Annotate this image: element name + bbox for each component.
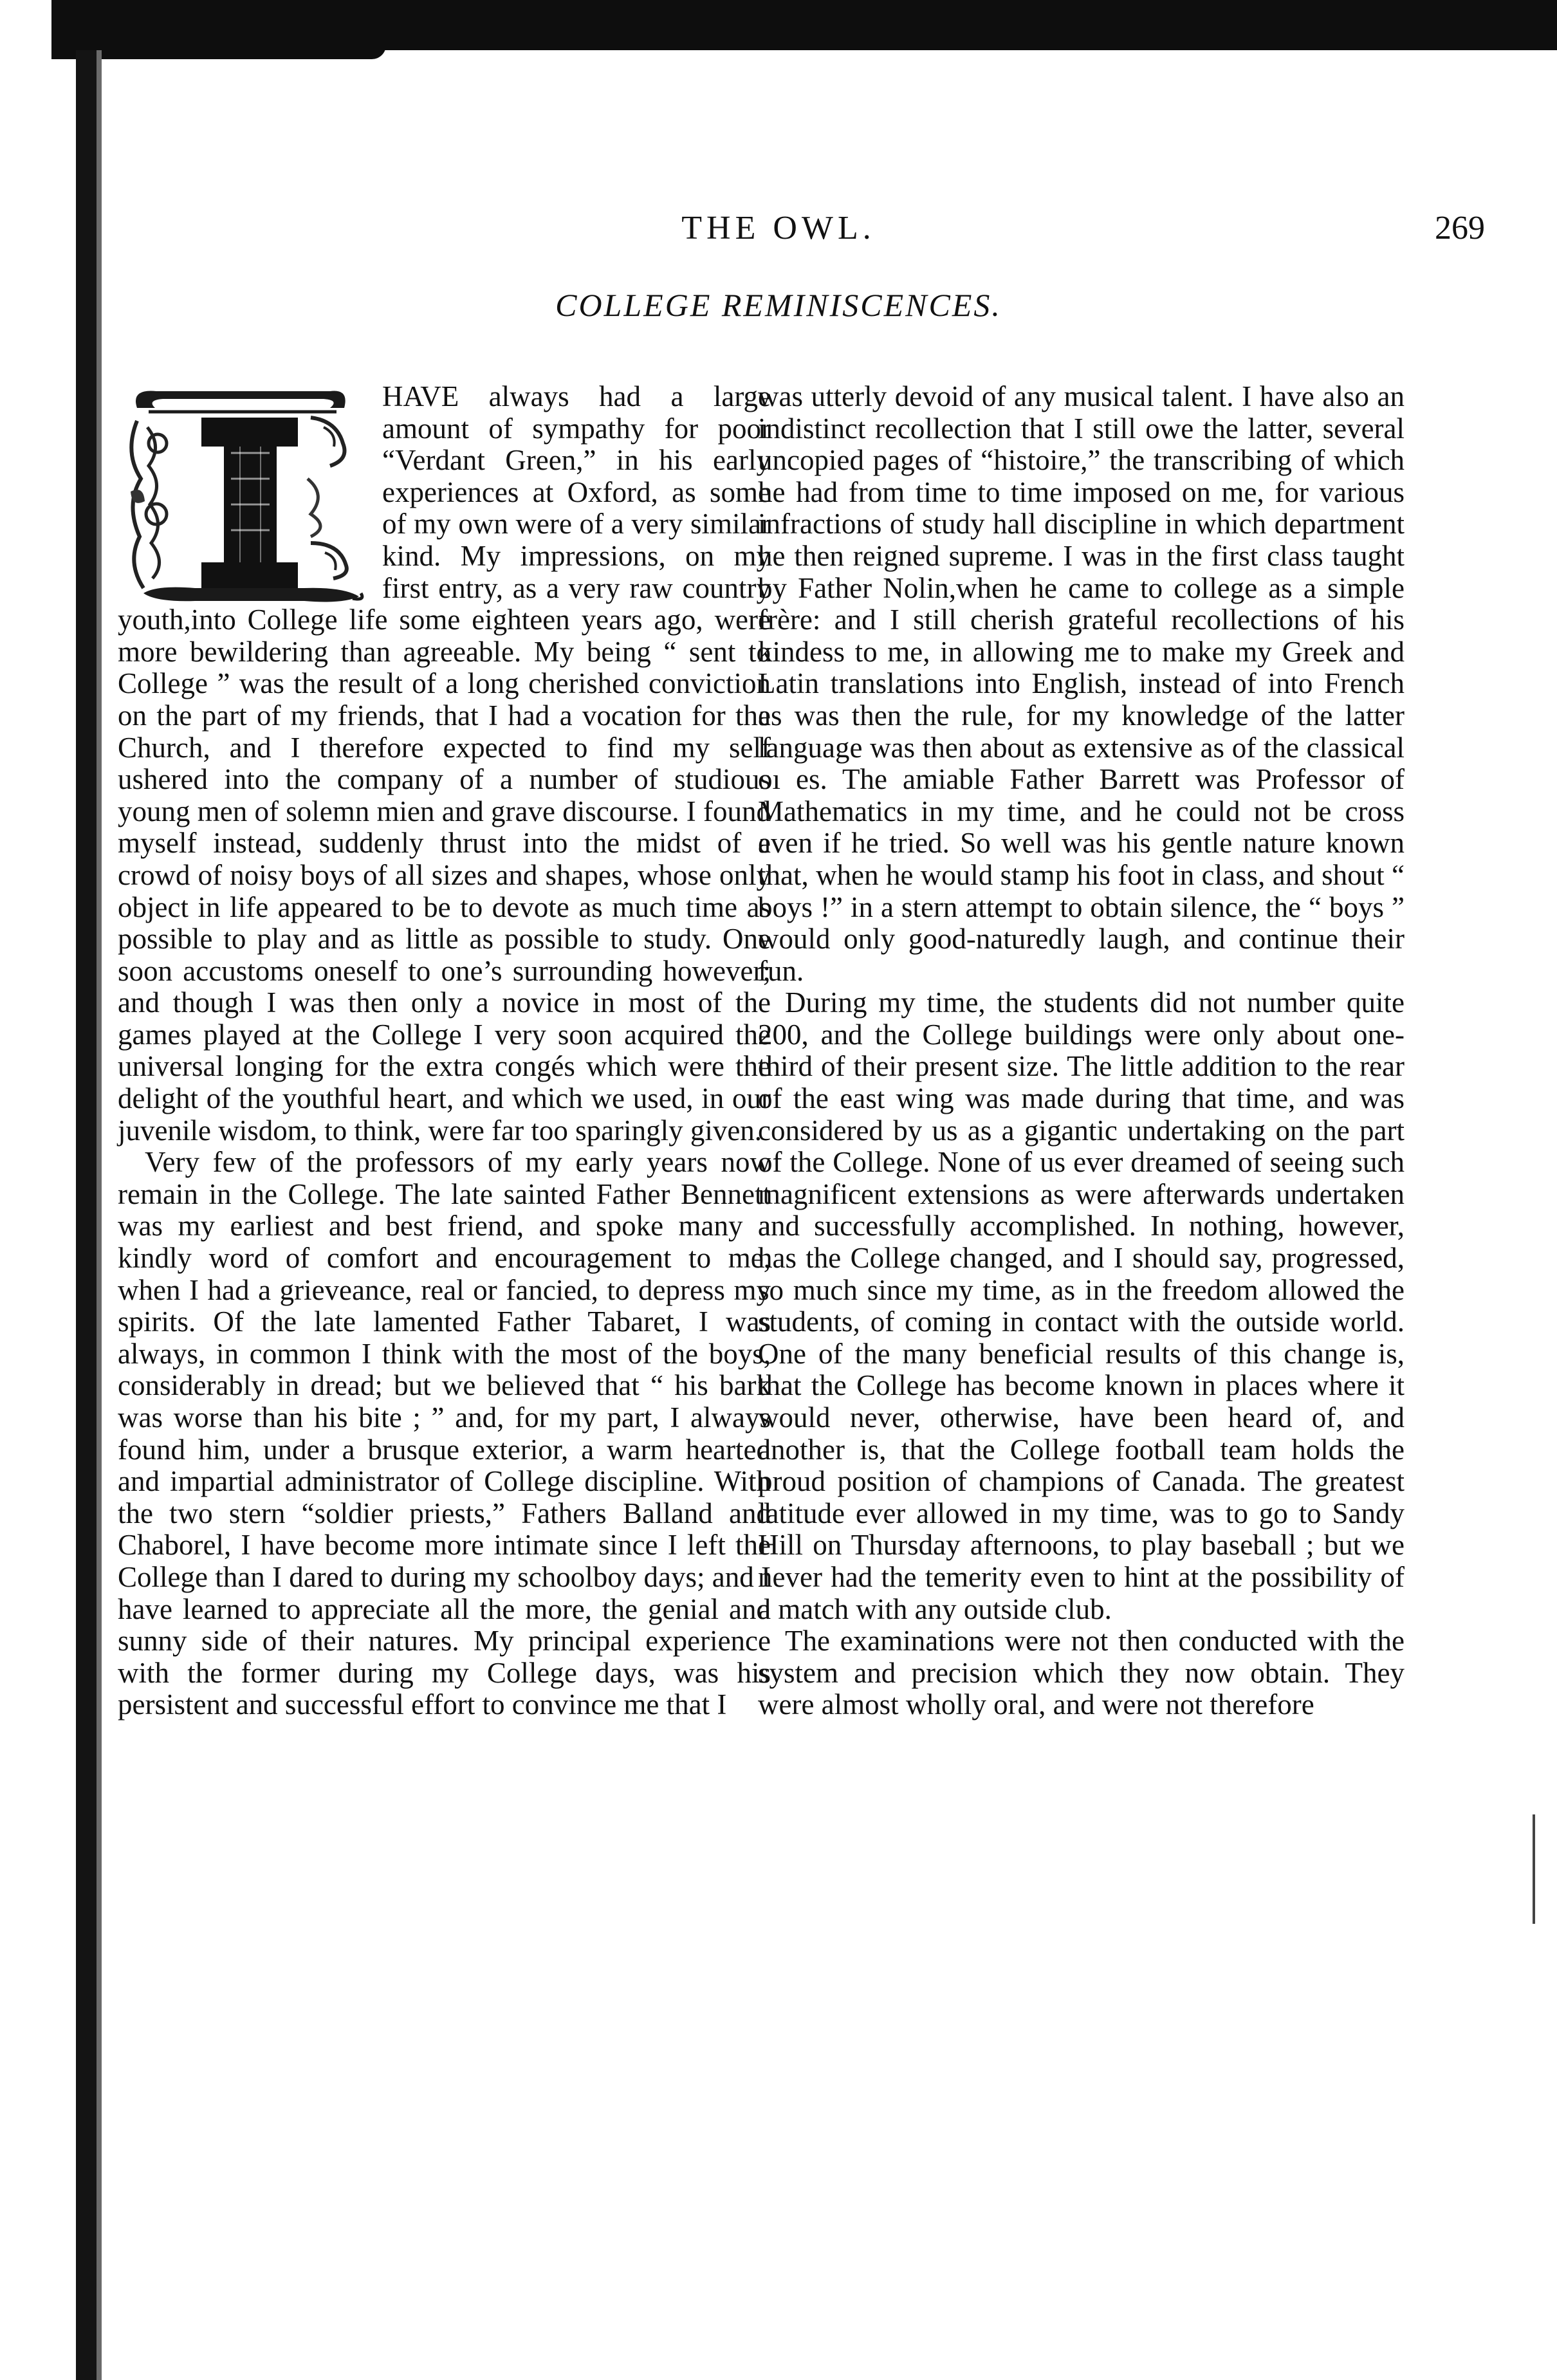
scan-edge-top-corner xyxy=(51,45,386,59)
paragraph: During my time, the students did not number quite 200, and the College buildings were only about one-third of their present size. The little addition to the rear of the east wing was made during that time, and was considered by us as a gigantic undertaking on the part of the College. None of us ever dreamed of seeing such magnificent extensions as were afterwards undertaken and successfully accomplished. In nothing, however, has the College changed, and I should say, progressed, so much since my time, as in the freedom allowed the students, of coming in contact with the outside world. One of the many beneficial results of this change is, that the College has become known in places where it would never, otherwise, have been heard of, and another is, that the College football team holds the proud position of champions of Canada. The greatest latitude ever allowed in my time, was to go to Sandy Hill on Thursday afternoons, to play baseball ; but we never had the temerity even to hint at the possibility of a match with any outside club. xyxy=(758,986,1405,1625)
paragraph: The examinations were not then conducted with the system and precision which they now obtain. They were almost wholly oral, and were not therefore xyxy=(758,1625,1405,1721)
scan-edge-left-inner xyxy=(97,50,102,2380)
scan-edge-top xyxy=(51,0,1557,50)
page-number: 269 xyxy=(1435,210,1485,246)
scan-speck xyxy=(1533,1814,1535,1924)
ornamental-drop-cap-icon xyxy=(118,382,372,604)
paragraph: Very few of the professors of my early years now remain in the College. The late sainted Father Bennett was my earliest and best friend, and spoke many a kindly word of comfort and encouragement to me, when I had a grieveance, real or fancied, to depress my spirits. Of the late lamented Father Tabaret, I was always, in common I think with the most of the boys, considerably in dread; but we believed that “ his bark was worse than his bite ; ” and, for my part, I always found him, under a brusque exterior, a warm hearted and impartial administrator of College discipline. With the two stern “soldier priests,” Fathers Balland and Chaborel, I have become more intimate since I left the College than I dared to during my schoolboy days; and I have learned to appreciate all the more, the genial and sunny side of their natures. My principal experience with the former during my College days, was his persistent and successful effort to convince me that I xyxy=(118,1146,771,1721)
right-column xyxy=(758,381,1405,1721)
running-head: THE OWL. xyxy=(681,210,876,246)
left-column xyxy=(118,381,771,1721)
scan-edge-left xyxy=(76,50,97,2380)
drop-cap xyxy=(118,382,372,604)
paragraph: HAVE always had a large amount of sympathy for poor “Verdant Green,” in his early experiences at Oxford, as some of my own were of a very similar kind. My impressions, on my first entry, as a very raw country youth,into College life some eighteen years ago, were more bewildering than agreeable. My being “ sent to College ” was the result of a long cherished conviction on the part of my friends, that I had a vocation for the Church, and I therefore expected to find my self ushered into the company of a number of studious young men of solemn mien and grave discourse. I found myself instead, suddenly thrust into the midst of a crowd of noisy boys of all sizes and shapes, whose only object in life appeared to be to devote as much time as possible to play and as little as possible to study. One soon accustoms oneself to one’s surrounding however; and though I was then only a novice in most of the games played at the College I very soon acquired the universal longing for the extra congés which were the delight of the youthful heart, and which we used, in our juvenile wisdom, to think, were far too sparingly given. xyxy=(118,380,771,1147)
article-title: COLLEGE REMINISCENCES. xyxy=(555,287,1002,323)
paragraph: was utterly devoid of any musical talent. I have also an indistinct recollection that I still owe the latter, several uncopied pages of “histoire,” the transcribing of which he had from time to time imposed on me, for various infractions of study hall discipline in which department he then reigned supreme. I was in the first class taught by Father Nolin,when he came to college as a simple frère: and I still cherish grateful recollections of his kindess to me, in allowing me to make my Greek and Latin translations into English, instead of into French as was then the rule, for my knowledge of the latter language was then about as extensive as of the classical oı es. The amiable Father Barrett was Professor of Mathematics in my time, and he could not be cross even if he tried. So well was his gentle nature known that, when he would stamp his foot in class, and shout “ boys !” in a stern attempt to obtain silence, the “ boys ” would only good-naturedly laugh, and continue their fun. xyxy=(758,380,1405,987)
